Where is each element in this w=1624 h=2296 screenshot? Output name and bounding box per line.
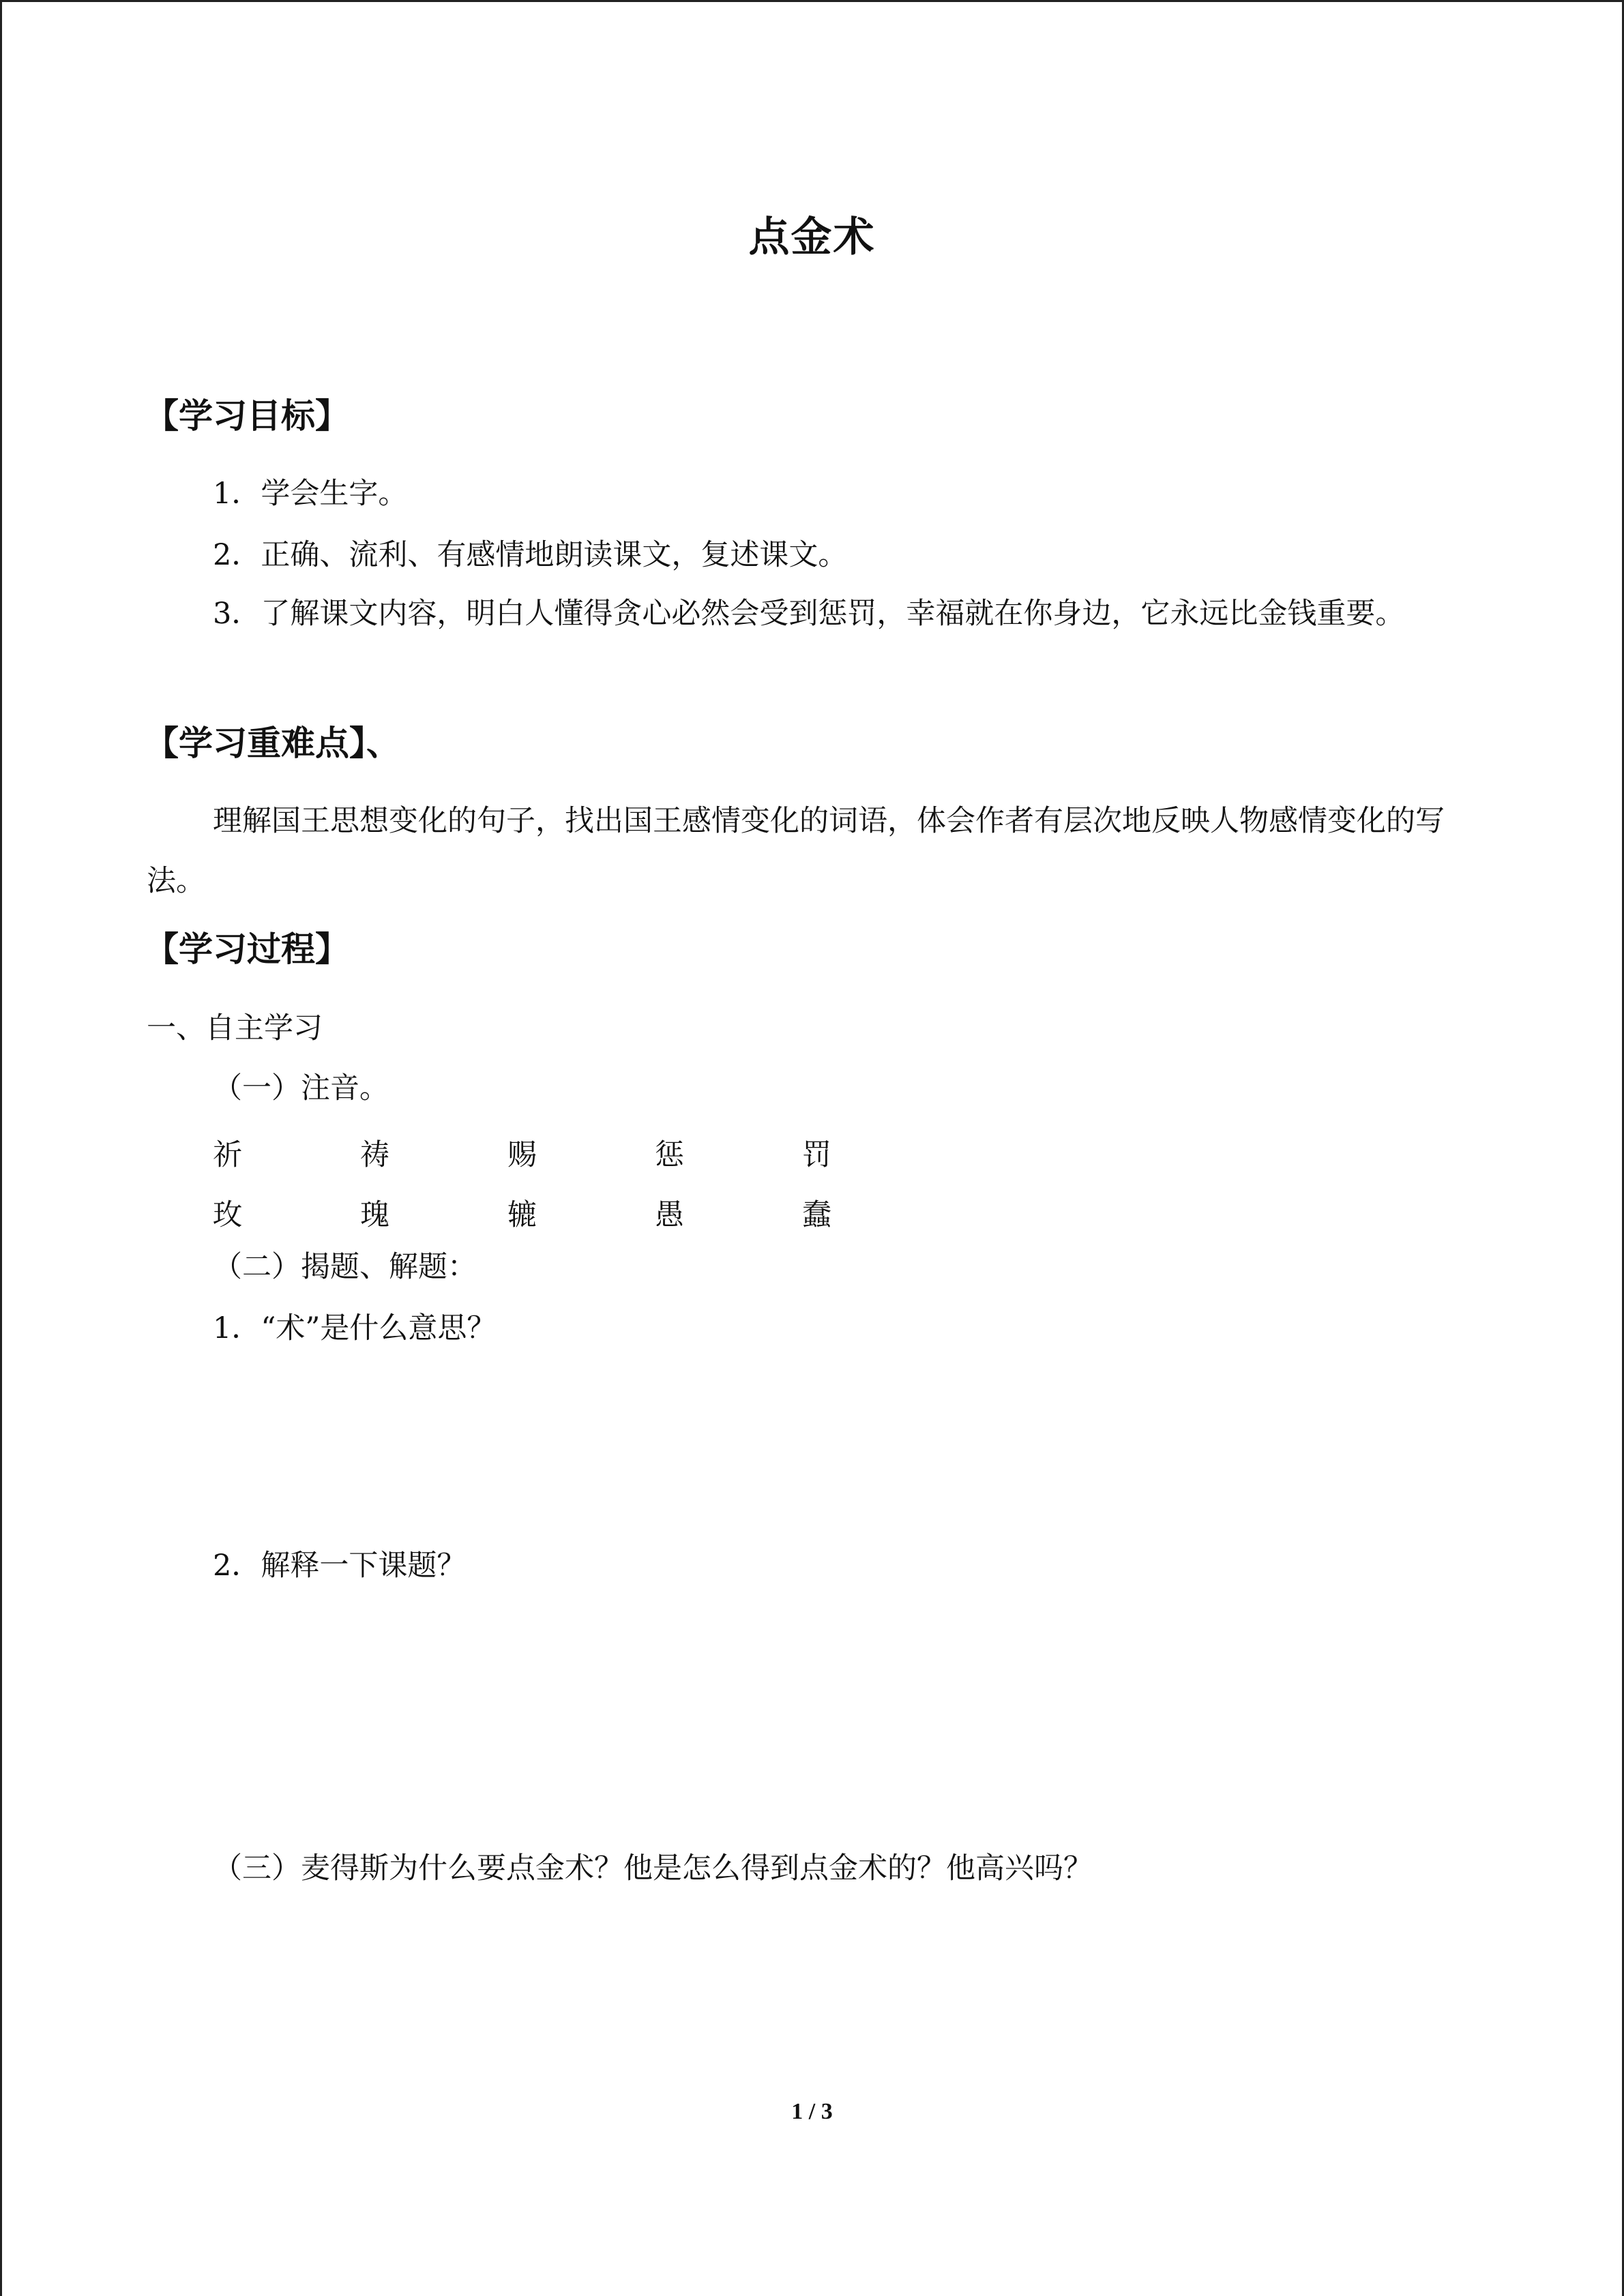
page-number: 1 / 3: [791, 2099, 833, 2124]
char-item: 玫: [213, 1198, 242, 1232]
sub2-title: （二）揭题、解题：: [213, 1250, 477, 1284]
key-points-text: 理解国王思想变化的句子，找出国王感情变化的词语，体会作者有层次地反映人物感情变化的写法。: [147, 804, 1445, 898]
sub3-title: （三）麦得斯为什么要点金术？他是怎么得到点金术的？他高兴吗？: [213, 1851, 1093, 1885]
char-item: 辘: [507, 1198, 537, 1232]
char-item: 罚: [802, 1138, 831, 1172]
char-item: 赐: [507, 1138, 537, 1172]
part1-title: 一、自主学习: [147, 1011, 323, 1045]
sub1-title: （一）注音。: [213, 1071, 389, 1105]
goal-item-2: 2．正确、流利、有感情地朗读课文，复述课文。: [213, 538, 848, 572]
char-item: 愚: [655, 1198, 684, 1232]
goal-item-3: 3．了解课文内容，明白人懂得贪心必然会受到惩罚，幸福就在你身边，它永远比金钱重要。: [213, 597, 1405, 631]
goal-item-1: 1．学会生字。: [213, 477, 408, 511]
heading-key-points: 【学习重难点】、: [145, 724, 400, 763]
char-item: 蠢: [802, 1198, 831, 1232]
char-item: 惩: [655, 1138, 684, 1172]
char-item: 瑰: [360, 1198, 389, 1232]
heading-learning-goals: 【学习目标】: [145, 396, 349, 436]
char-row-2: [213, 1192, 949, 1234]
char-item: 祈: [213, 1138, 242, 1172]
question-2: 2．解释一下课题？: [213, 1549, 467, 1583]
document-title: 点金术: [748, 213, 876, 261]
heading-learning-process: 【学习过程】: [145, 929, 349, 969]
char-item: 祷: [360, 1138, 389, 1172]
char-row-1: [213, 1132, 949, 1174]
question-1: 1．“术”是什么意思？: [213, 1311, 497, 1345]
